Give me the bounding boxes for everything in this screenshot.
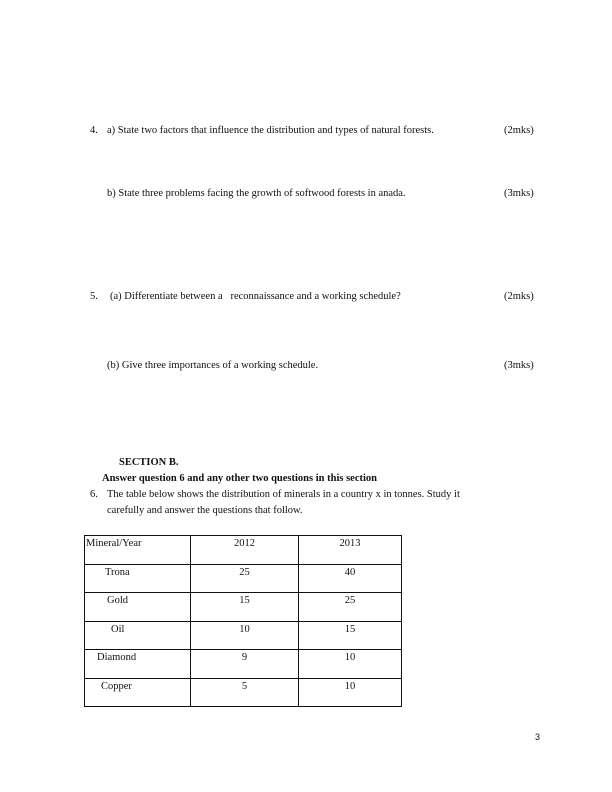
mineral-cell: Oil [85,621,191,650]
question-6-line1: The table below shows the distribution of minerals in a country x in tonnes. Study it [107,489,460,500]
question-4a-marks: (2mks) [504,125,534,136]
page-number: 3 [535,732,541,742]
table-row [85,650,402,679]
header-2012: 2012 [191,536,299,565]
value-2012-cell: 5 [191,678,299,707]
value-2013-cell: 40 [299,564,402,593]
header-2013: 2013 [299,536,402,565]
value-2012-cell: 10 [191,621,299,650]
table-row [85,564,402,593]
table-row [85,621,402,650]
value-2013-cell: 10 [299,650,402,679]
question-6-line2: carefully and answer the questions that follow. [107,505,303,516]
question-5a-marks: (2mks) [504,291,534,302]
question-6-number: 6. [90,489,98,500]
mineral-cell: Copper [85,678,191,707]
question-4b-marks: (3mks) [504,188,534,199]
value-2012-cell: 9 [191,650,299,679]
value-2013-cell: 10 [299,678,402,707]
minerals-table [84,535,402,707]
question-5b-marks: (3mks) [504,360,534,371]
section-title: SECTION B. [119,457,179,468]
question-5-number: 5. [90,291,98,302]
value-2013-cell: 15 [299,621,402,650]
value-2012-cell: 25 [191,564,299,593]
question-4a-text: a) State two factors that influence the distribution and types of natural forests. [107,125,434,136]
section-instruction: Answer question 6 and any other two questions in this section [102,473,377,484]
question-5a-text: (a) Differentiate between a reconnaissance and a working schedule? [110,291,401,302]
header-mineral-year: Mineral/Year [85,536,191,565]
question-4b-text: b) State three problems facing the growth of softwood forests in anada. [107,188,406,199]
mineral-cell: Trona [85,564,191,593]
table-row [85,678,402,707]
mineral-cell: Diamond [85,650,191,679]
question-5b-text: (b) Give three importances of a working schedule. [107,360,319,371]
table-header-row [85,536,402,565]
value-2012-cell: 15 [191,593,299,622]
question-4-number: 4. [90,125,98,136]
table-row [85,593,402,622]
mineral-cell: Gold [85,593,191,622]
value-2013-cell: 25 [299,593,402,622]
